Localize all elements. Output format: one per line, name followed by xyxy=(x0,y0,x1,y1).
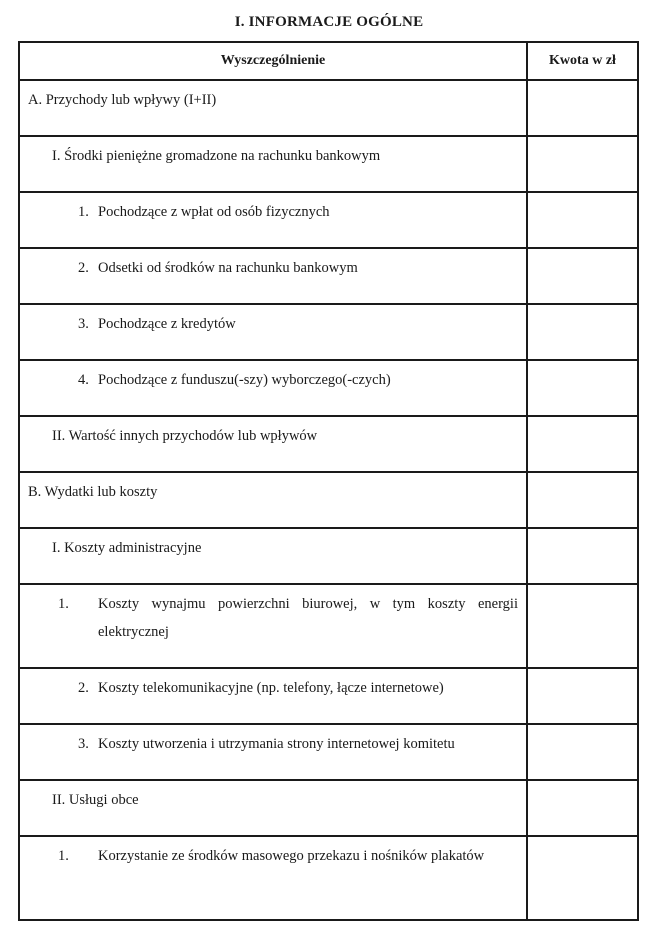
row-number: 1. xyxy=(58,596,69,612)
row-description xyxy=(19,416,527,472)
table-row xyxy=(19,780,638,836)
row-description xyxy=(19,248,527,304)
row-description xyxy=(19,668,527,724)
header-description: Wyszczególnienie xyxy=(19,42,527,80)
row-label-external-services: II. Usługi obce xyxy=(52,792,139,808)
table-row xyxy=(19,724,638,780)
row-label-election-fund: Pochodzące z funduszu(-szy) wyborczego(-czych) xyxy=(98,372,391,388)
financial-report-table xyxy=(18,41,639,921)
row-label-mass-media: Korzystanie ze środków masowego przekazu i nośników plakatów xyxy=(98,848,485,864)
table-row xyxy=(19,836,638,920)
row-number: 2. xyxy=(78,260,89,276)
table-row xyxy=(19,528,638,584)
amount-cell[interactable] xyxy=(527,836,638,920)
amount-cell[interactable] xyxy=(527,304,638,360)
row-description xyxy=(19,584,527,668)
table-row xyxy=(19,360,638,416)
amount-cell[interactable] xyxy=(527,584,638,668)
row-label-individual-payments: Pochodzące z wpłat od osób fizycznych xyxy=(98,204,330,220)
row-description xyxy=(19,724,527,780)
row-description xyxy=(19,836,527,920)
table-row xyxy=(19,472,638,528)
table-row xyxy=(19,80,638,136)
row-description xyxy=(19,304,527,360)
row-label-website: Koszty utworzenia i utrzymania strony internetowej komitetu xyxy=(98,736,455,752)
row-description xyxy=(19,528,527,584)
section-title: I. INFORMACJE OGÓLNE xyxy=(234,14,424,30)
amount-cell[interactable] xyxy=(527,136,638,192)
table-row xyxy=(19,304,638,360)
header-amount: Kwota w zł xyxy=(527,42,638,80)
amount-cell[interactable] xyxy=(527,248,638,304)
row-number: 1. xyxy=(78,204,89,220)
table-row xyxy=(19,668,638,724)
amount-cell[interactable] xyxy=(527,80,638,136)
amount-cell[interactable] xyxy=(527,528,638,584)
row-description xyxy=(19,192,527,248)
row-label-admin-costs: I. Koszty administracyjne xyxy=(52,540,202,556)
amount-cell[interactable] xyxy=(527,192,638,248)
table-row xyxy=(19,584,638,668)
row-number: 2. xyxy=(78,680,89,696)
table-row xyxy=(19,248,638,304)
row-label-loans: Pochodzące z kredytów xyxy=(98,316,236,332)
row-description xyxy=(19,472,527,528)
row-label-other-revenue: II. Wartość innych przychodów lub wpływów xyxy=(52,428,318,444)
row-description xyxy=(19,780,527,836)
row-description xyxy=(19,80,527,136)
row-label-b-expenses: B. Wydatki lub koszty xyxy=(28,484,158,500)
amount-cell[interactable] xyxy=(527,724,638,780)
row-number: 1. xyxy=(58,848,69,864)
row-description xyxy=(19,136,527,192)
table-row xyxy=(19,136,638,192)
row-number: 3. xyxy=(78,736,89,752)
row-label-telecom: Koszty telekomunikacyjne (np. telefony, łącze internetowe) xyxy=(98,680,444,696)
row-description xyxy=(19,360,527,416)
amount-cell[interactable] xyxy=(527,416,638,472)
amount-cell[interactable] xyxy=(527,472,638,528)
row-label-office-rent: Koszty wynajmu powierzchni biurowej, w tym koszty energii elektrycznej xyxy=(98,596,518,640)
row-label-bank-funds: I. Środki pieniężne gromadzone na rachunku bankowym xyxy=(52,148,381,164)
row-number: 4. xyxy=(78,372,89,388)
amount-cell[interactable] xyxy=(527,780,638,836)
row-label-bank-interest: Odsetki od środków na rachunku bankowym xyxy=(98,260,358,276)
amount-cell[interactable] xyxy=(527,668,638,724)
row-number: 3. xyxy=(78,316,89,332)
table-row xyxy=(19,192,638,248)
table-row xyxy=(19,416,638,472)
table-header-row xyxy=(19,42,638,80)
row-label-a-revenue: A. Przychody lub wpływy (I+II) xyxy=(28,92,217,108)
amount-cell[interactable] xyxy=(527,360,638,416)
